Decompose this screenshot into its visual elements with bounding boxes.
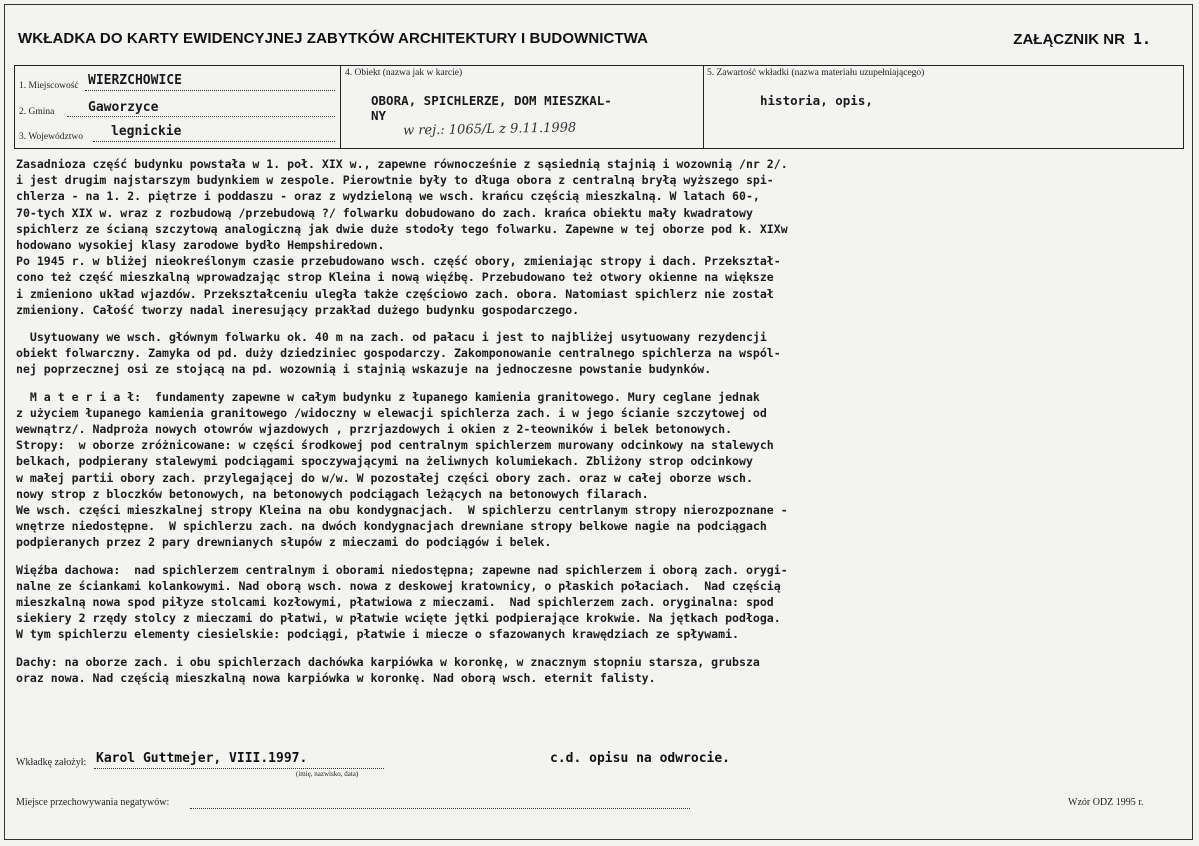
handwritten-register-note: w rej.: 1065/L z 9.11.1998 <box>402 120 577 139</box>
body-line: nej poprzecznej osi ze stojącą na pd. wozownią i stajnią wskazuje na jednoczesne powstanie budynków. <box>16 362 712 377</box>
locality-label: 1. Miejscowość <box>19 81 79 91</box>
body-line: z użyciem łupanego kamienia granitowego /widoczny w elewacji spichlerza zach. i w jego ścianie szczytowej od <box>16 405 767 420</box>
body-line: Po 1945 r. w bliżej nieokreślonym czasie przebudowano wsch. część obory, zmieniając stropy i dach. Przekształ- <box>16 254 781 269</box>
province-dotted-line <box>93 141 335 142</box>
body-line: chlerza - na 1. 2. piętrze i poddaszu - oraz z wydzieloną we wsch. krańcu częścią mieszkalną. W latach 60-, <box>16 189 767 204</box>
body-line: Usytuowany we wsch. głównym folwarku ok. 40 m na zach. od pałacu i jest to najbliżej usytuowany rezydencji <box>16 330 767 345</box>
locality-value: WIERZCHOWICE <box>88 73 182 88</box>
object-value-line1: OBORA, SPICHLERZE, DOM MIESZKAL- <box>371 93 612 108</box>
body-line: podpieranych przez 2 pary drewnianych słupów z mieczami do podciągów i belek. <box>16 535 552 550</box>
body-line: i zmieniono układ wjazdów. Przekształceniu uległa także częściowo zach. obora. Natomiast spichlerz nie został <box>16 286 774 301</box>
continued-note: c.d. opisu na odwrocie. <box>550 751 731 766</box>
divider-1 <box>340 66 341 148</box>
province-value: legnickie <box>111 124 182 139</box>
body-line: oraz nowa. Nad częścią mieszkalną nowa karpiówka w koronkę. Nad oborą wsch. eternit falisty. <box>16 670 656 685</box>
author-label: Wkładkę założył: <box>16 757 87 768</box>
annex-label <box>1013 30 1151 48</box>
description-body <box>16 156 1186 686</box>
form-code: Wzór ODZ 1995 r. <box>1068 797 1144 808</box>
annex-text: ZAŁĄCZNIK NR <box>1013 31 1125 48</box>
body-line: zmieniony. Całość tworzy nadal ineresujący przakład dużego budynku gospodarczego. <box>16 302 580 317</box>
body-line: 70-tych XIX w. wraz z rozbudową /przebudową ?/ folwarku dobudowano do zach. krańca obiektu mały kwadratowy <box>16 205 753 220</box>
body-line: wewnątrz/. Nadproża nowych otowrów wjazdowych , przrjazdowych i okien z 2-teowników i belek betonowych. <box>16 422 733 437</box>
header-fields-box <box>14 65 1184 149</box>
body-line: nalne ze ściankami kolankowymi. Nad oborą wsch. nowa z deskowej kratownicy, o płaskich połaciach. Nad częścią <box>16 578 781 593</box>
form-title: WKŁADKA DO KARTY EWIDENCYJNEJ ZABYTKÓW ARCHITEKTURY I BUDOWNICTWA <box>18 30 649 47</box>
locality-dotted-line <box>85 90 335 91</box>
body-line: Zasadnioza część budynku powstała w 1. poł. XIX w., zapewne równocześnie z sąsiednią stajnią i wozownią /nr 2/. <box>16 157 788 171</box>
contents-value: historia, opis, <box>760 93 873 108</box>
body-line: mieszkalną nowa spod piłyze stolcami kozłowymi, płatwiowa z mieczami. Nad spichlerzem zach. oryginalna: spod <box>16 595 774 610</box>
body-line: cono też część mieszkalną wprowadzając strop Kleina i nową więźbę. Przebudowano też otwory okienne na większe <box>16 270 774 285</box>
body-line: w małej partii obory zach. przylegającej do w/w. W pozostałej części obory zach. oraz w całej oborze wsch. <box>16 470 753 485</box>
body-line: hodowano wysokiej klasy zarodowe bydło Hempshiredown. <box>16 238 385 253</box>
body-line: obiekt folwarczny. Zamyka od pd. duży dziedziniec gospodarczy. Zakomponowanie centralnego spichlerza na wspól- <box>16 346 781 361</box>
contents-label: 5. Zawartość wkładki (nazwa materiału uzupełniającego) <box>707 68 925 78</box>
commune-dotted-line <box>67 116 335 117</box>
author-dotted-line <box>94 768 384 769</box>
commune-value: Gaworzyce <box>88 100 159 115</box>
body-line: nowy strop z bloczków betonowych, na betonowych podciągach leżących na betonowych filarach. <box>16 486 649 501</box>
body-line: siekiery 2 rzędy stolcy z mieczami do płatwi, w płatwie wcięte jętki podpierające krokwie. Na jętkach podłoga. <box>16 611 781 626</box>
negatives-label: Miejsce przechowywania negatywów: <box>16 797 170 808</box>
body-line: i jest drugim najstarszym budynkiem w zespole. Pierowtnie były to długa obora z centralną bryłą wyższego spi- <box>16 173 774 188</box>
body-line: W tym spichlerzu elementy ciesielskie: podciągi, płatwie i miecze o sfazowanych krawędziach ze spływami. <box>16 627 739 642</box>
author-value: Karol Guttmejer, VIII.1997. <box>96 751 308 766</box>
body-line: We wsch. części mieszkalnej stropy Kleina na obu kondygnacjach. W spichlerzu centrlanym stropy nierozpoznane - <box>16 503 788 518</box>
divider-2 <box>703 66 704 148</box>
object-label: 4. Obiekt (nazwa jak w karcie) <box>345 68 463 78</box>
body-line: Więźba dachowa: nad spichlerzem centralnym i oborami niedostępna; zapewne nad spichlerzem i oborą zach. orygi- <box>16 562 788 577</box>
body-line: wnętrze niedostępne. W spichlerzu zach. na dwóch kondygnacjach drewniane stropy belkowe nagie na podciągach <box>16 519 767 534</box>
commune-label: 2. Gmina <box>19 107 55 117</box>
body-line: belkach, podpierany stalewymi podciągami spoczywającymi na żeliwnych kolumiekach. Zbliżony strop odcinkowy <box>16 454 753 469</box>
author-hint: (imię, nazwisko, data) <box>296 770 359 778</box>
negatives-dotted-line <box>190 808 690 809</box>
annex-number: 1. <box>1132 30 1151 48</box>
object-value-line2: NY <box>371 108 387 123</box>
body-line: spichlerz ze ścianą szczytową analogiczną jak dwie duże stodoły tego folwarku. Zapewne w tej oborze pod k. XIXw <box>16 221 788 236</box>
province-label: 3. Województwo <box>19 132 83 142</box>
body-line: Stropy: w oborze zróżnicowane: w części środkowej pod centralnym spichlerzem murowany odcinkowy na stalewych <box>16 438 774 453</box>
body-line: Dachy: na oborze zach. i obu spichlerzach dachówka karpiówka w koronkę, w znacznym stopniu starsza, grubsza <box>16 654 760 669</box>
body-line: M a t e r i a ł: fundamenty zapewne w całym budynku z łupanego kamienia granitowego. Mury ceglane jednak <box>16 389 760 404</box>
